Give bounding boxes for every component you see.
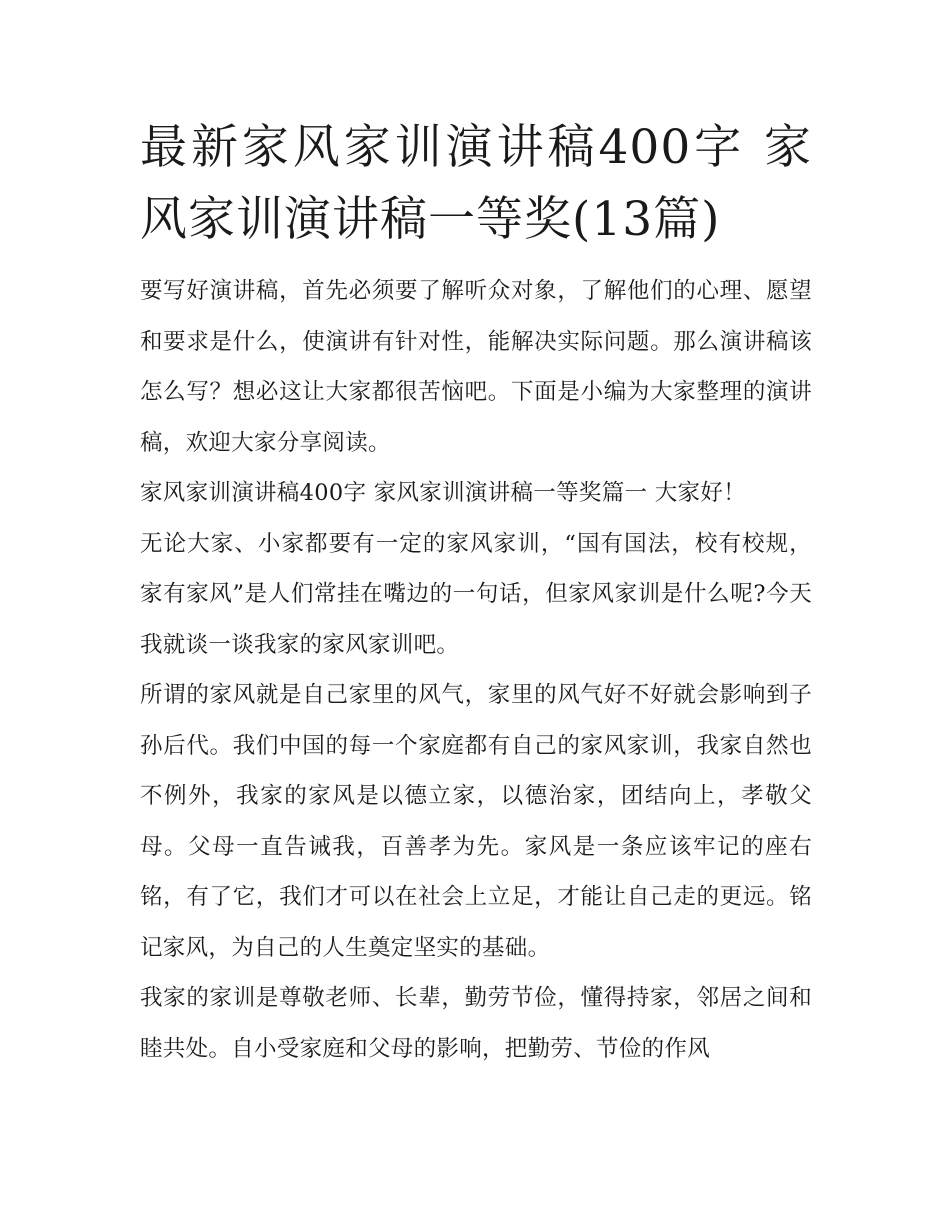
document-body — [140, 266, 812, 1074]
document-page — [140, 112, 812, 1074]
body-paragraph: 无论大家、小家都要有一定的家风家训，“国有国法，校有校规，家有家风”是人们常挂在嘴边的一句话，但家风家训是什么呢?今天我就谈一谈我家的家风家训吧。 — [140, 530, 812, 658]
document-title: 最新家风家训演讲稿400字 家风家训演讲稿一等奖(13篇) — [140, 120, 812, 247]
body-paragraph: 我家的家训是尊敬老师、长辈，勤劳节俭，懂得持家，邻居之间和睦共处。自小受家庭和父母的影响，把勤劳、节俭的作风 — [140, 985, 812, 1062]
body-paragraph: 家风家训演讲稿400字 家风家训演讲稿一等奖篇一 大家好！ — [140, 480, 746, 506]
body-paragraph: 要写好演讲稿，首先必须要了解听众对象，了解他们的心理、愿望和要求是什么，使演讲有针对性，能解决实际问题。那么演讲稿该怎么写？想必这让大家都很苦恼吧。下面是小编为大家整理的演讲稿，欢迎大家分享阅读。 — [140, 278, 812, 456]
body-paragraph: 所谓的家风就是自己家里的风气，家里的风气好不好就会影响到子孙后代。我们中国的每一个家庭都有自己的家风家训，我家自然也不例外，我家的家风是以德立家，以德治家，团结向上，孝敬父母。父母一直告诫我，百善孝为先。家风是一条应该牢记的座右铭，有了它，我们才可以在社会上立足，才能让自己走的更远。铭记家风，为自己的人生奠定坚实的基础。 — [140, 682, 812, 961]
